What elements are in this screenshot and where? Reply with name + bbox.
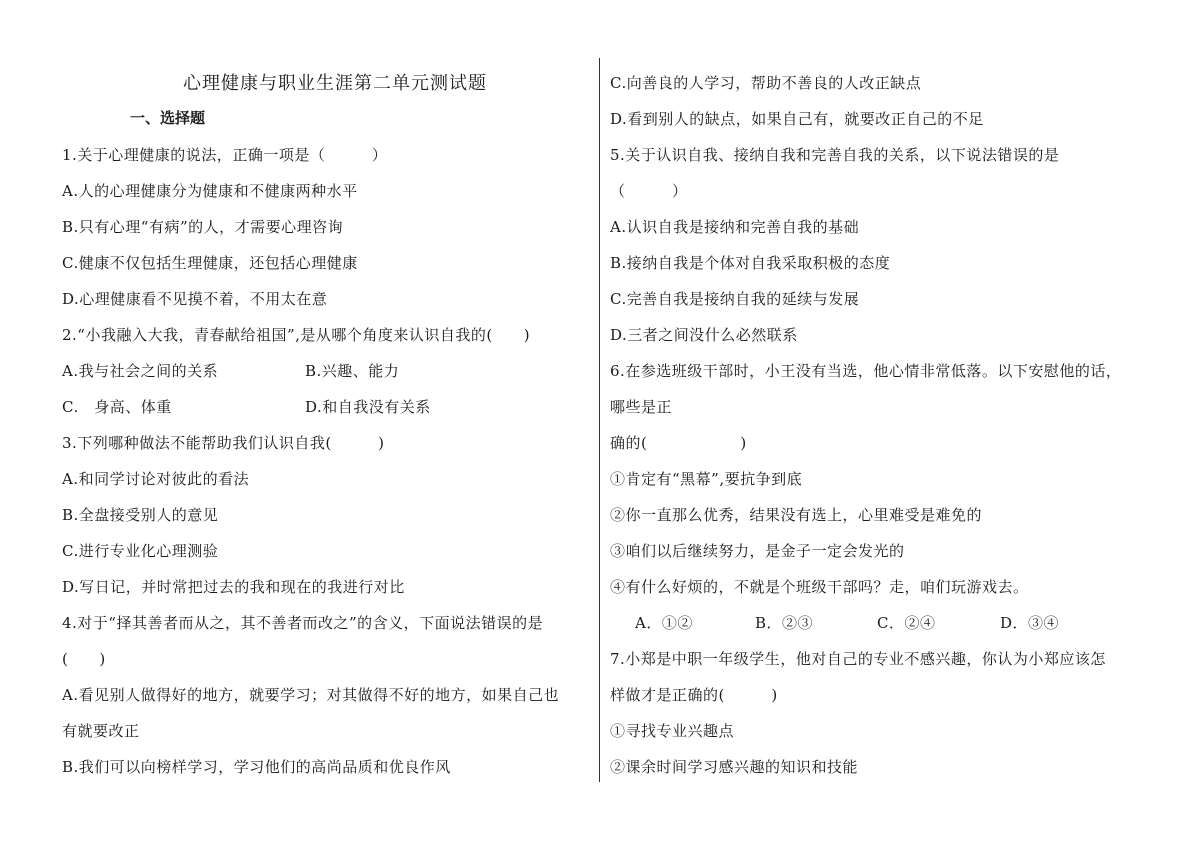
q5-option-c: C.完善自我是接纳自我的延续与发展 (610, 290, 860, 308)
column-divider (599, 58, 600, 782)
q3-option-c: C.进行专业化心理测验 (62, 542, 219, 560)
q3-option-b: B.全盘接受别人的意见 (62, 506, 219, 524)
q4-option-b: B.我们可以向榜样学习，学习他们的高尚品质和优良作风 (62, 758, 451, 776)
question-7-cont: 样做才是正确的( ) (610, 686, 778, 704)
question-6-cont: 哪些是正 (610, 398, 673, 416)
page-title: 心理健康与职业生涯第二单元测试题 (183, 73, 487, 94)
q5-option-a: A.认识自我是接纳和完善自我的基础 (610, 218, 860, 236)
q4-option-c: C.向善良的人学习，帮助不善良的人改正缺点 (610, 74, 922, 92)
question-4-blank: ( ) (62, 650, 106, 668)
question-5: 5.关于认识自我、接纳自我和完善自我的关系，以下说法错误的是 (610, 146, 1060, 164)
q6-option-c: C．②④ (877, 614, 936, 632)
q2-option-d: D.和自我没有关系 (305, 398, 431, 416)
q6-statement-2: ②你一直那么优秀，结果没有选上，心里难受是难免的 (610, 506, 983, 524)
q2-option-c: C. 身高、体重 (62, 398, 172, 416)
q6-statement-1: ①肯定有“黑幕”,要抗争到底 (610, 470, 803, 488)
q1-option-a: A.人的心理健康分为健康和不健康两种水平 (62, 182, 358, 200)
q4-option-d: D.看到别人的缺点，如果自己有，就要改正自己的不足 (610, 110, 984, 128)
question-7: 7.小郑是中职一年级学生，他对自己的专业不感兴趣，你认为小郑应该怎 (610, 650, 1106, 668)
q7-statement-2: ②课余时间学习感兴趣的知识和技能 (610, 758, 859, 776)
q6-option-d: D．③④ (1000, 614, 1060, 632)
q6-option-b: B．②③ (755, 614, 814, 632)
q1-option-b: B.只有心理“有病”的人，才需要心理咨询 (62, 218, 344, 236)
q4-option-a-cont: 有就要改正 (62, 722, 140, 740)
q6-statement-3: ③咱们以后继续努力，是金子一定会发光的 (610, 542, 905, 560)
question-2: 2.“小我融入大我，青春献给祖国”,是从哪个角度来认识自我的( ) (62, 326, 531, 344)
q3-option-d: D.写日记，并时常把过去的我和现在的我进行对比 (62, 578, 405, 596)
question-6-blank: 确的( ) (610, 434, 747, 452)
q6-option-a: A．①② (635, 614, 693, 632)
q5-option-b: B.接纳自我是个体对自我采取积极的态度 (610, 254, 891, 272)
question-6: 6.在参选班级干部时，小王没有当选，他心情非常低落。以下安慰他的话， (610, 362, 1122, 380)
question-1: 1.关于心理健康的说法，正确一项是（ ） (62, 146, 388, 164)
q6-statement-4: ④有什么好烦的，不就是个班级干部吗？走，咱们玩游戏去。 (610, 578, 1029, 596)
q5-option-d: D.三者之间没什么必然联系 (610, 326, 798, 344)
question-3: 3.下列哪种做法不能帮助我们认识自我( ) (62, 434, 385, 452)
q2-option-b: B.兴趣、能力 (305, 362, 400, 380)
q2-option-a: A.我与社会之间的关系 (62, 362, 219, 380)
question-4: 4.对于“择其善者而从之，其不善者而改之”的含义，下面说法错误的是 (62, 614, 544, 632)
q4-option-a: A.看见别人做得好的地方，就要学习；对其做得不好的地方，如果自己也 (62, 686, 560, 704)
section-heading: 一、选择题 (130, 109, 206, 127)
q1-option-c: C.健康不仅包括生理健康，还包括心理健康 (62, 254, 358, 272)
q7-statement-1: ①寻找专业兴趣点 (610, 722, 735, 740)
question-5-blank: （ ） (610, 182, 688, 200)
q1-option-d: D.心理健康看不见摸不着，不用太在意 (62, 290, 328, 308)
q3-option-a: A.和同学讨论对彼此的看法 (62, 470, 250, 488)
